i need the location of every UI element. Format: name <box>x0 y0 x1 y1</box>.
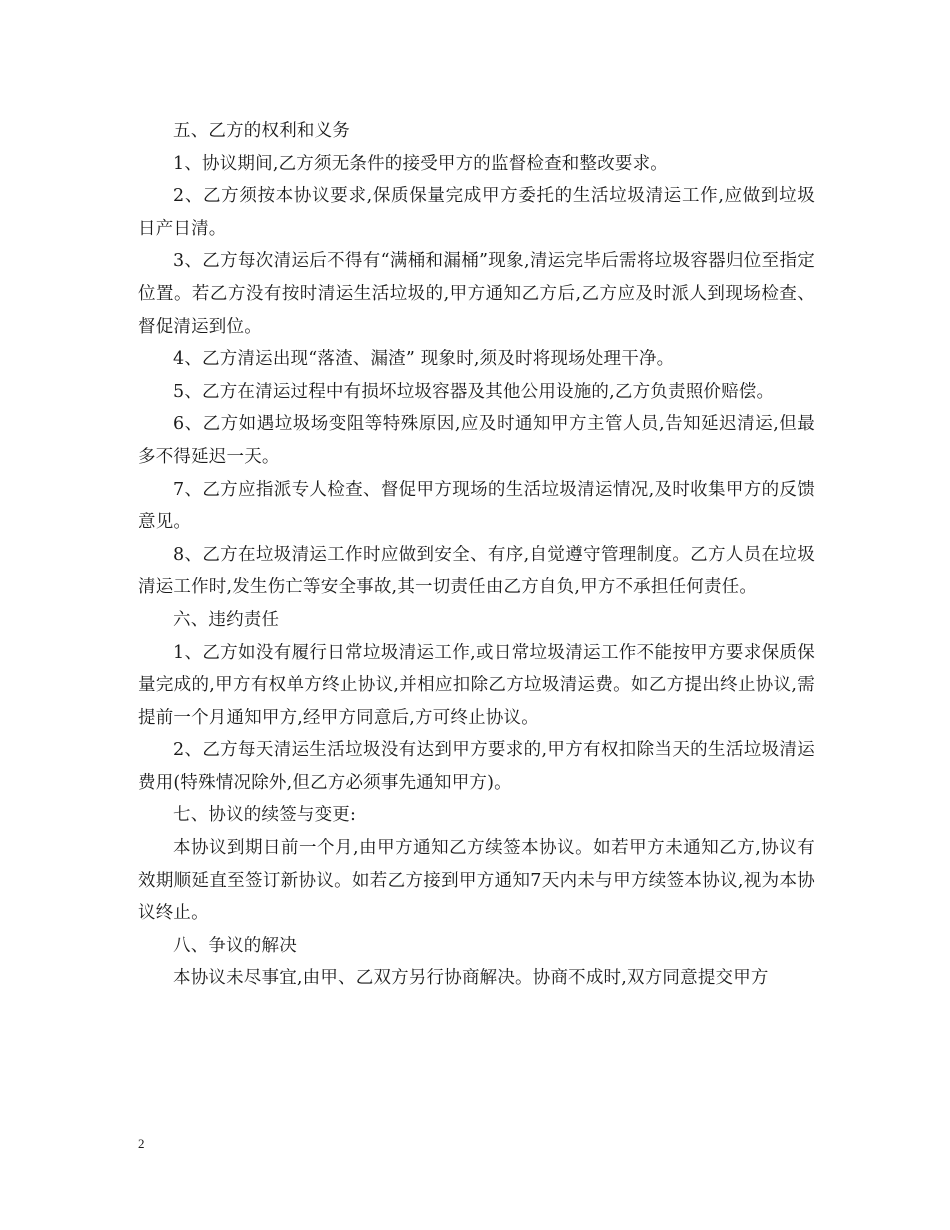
section-heading-breach-liability: 六、违约责任 <box>173 609 280 630</box>
clause-6-2: 2、乙方每天清运生活垃圾没有达到甲方要求的,甲方有权扣除当天的生活垃圾清运费用(特殊情况除外,但乙方必须事先通知甲方)。 <box>138 740 815 793</box>
clause-6-1: 1、乙方如没有履行日常垃圾清运工作,或日常垃圾清运工作不能按甲方要求保质保量完成的,甲方有权单方终止协议,并相应扣除乙方垃圾清运费。如乙方提出终止协议,需提前一个月通知甲方,经甲方同意后,方可终止协议。 <box>138 642 815 728</box>
clause-5-1: 1、协议期间,乙方须无条件的接受甲方的监督检查和整改要求。 <box>173 153 668 174</box>
clause-5-5: 5、乙方在清运过程中有损坏垃圾容器及其他公用设施的,乙方负责照价赔偿。 <box>173 381 775 402</box>
clause-7-body: 本协议到期日前一个月,由甲方通知乙方续签本协议。如若甲方未通知乙方,协议有效期顺延直至签订新协议。如若乙方接到甲方通知7天内未与甲方续签本协议,视为本协议终止。 <box>138 838 815 924</box>
clause-5-8: 8、乙方在垃圾清运工作时应做到安全、有序,自觉遵守管理制度。乙方人员在垃圾清运工作时,发生伤亡等安全事故,其一切责任由乙方自负,甲方不承担任何责任。 <box>138 544 815 598</box>
page-number: 2 <box>138 1136 145 1151</box>
clause-5-6: 6、乙方如遇垃圾场变阻等特殊原因,应及时通知甲方主管人员,告知延迟清运,但最多不得延迟一天。 <box>138 414 815 467</box>
clause-5-4: 4、乙方清运出现“落渣、漏渣” 现象时,须及时将现场处理干净。 <box>173 349 675 370</box>
clause-8-body: 本协议未尽事宜,由甲、乙双方另行协商解决。协商不成时,双方同意提交甲方 <box>173 968 769 989</box>
clause-5-3: 3、乙方每次清运后不得有“满桶和漏桶”现象,清运完毕后需将垃圾容器归位至指定位置。若乙方没有按时清运生活垃圾的,甲方通知乙方后,乙方应及时派人到现场检查、督促清运到位。 <box>138 251 815 337</box>
section-heading-dispute-resolution: 八、争议的解决 <box>173 935 297 956</box>
clause-5-7: 7、乙方应指派专人检查、督促甲方现场的生活垃圾清运情况,及时收集甲方的反馈意见。 <box>138 479 815 533</box>
document-body <box>138 115 815 995</box>
clause-5-2: 2、乙方须按本协议要求,保质保量完成甲方委托的生活垃圾清运工作,应做到垃圾日产日清。 <box>138 186 815 239</box>
section-heading-renewal-change: 七、协议的续签与变更: <box>173 805 357 826</box>
section-heading-rights-obligations: 五、乙方的权利和义务 <box>173 121 350 141</box>
